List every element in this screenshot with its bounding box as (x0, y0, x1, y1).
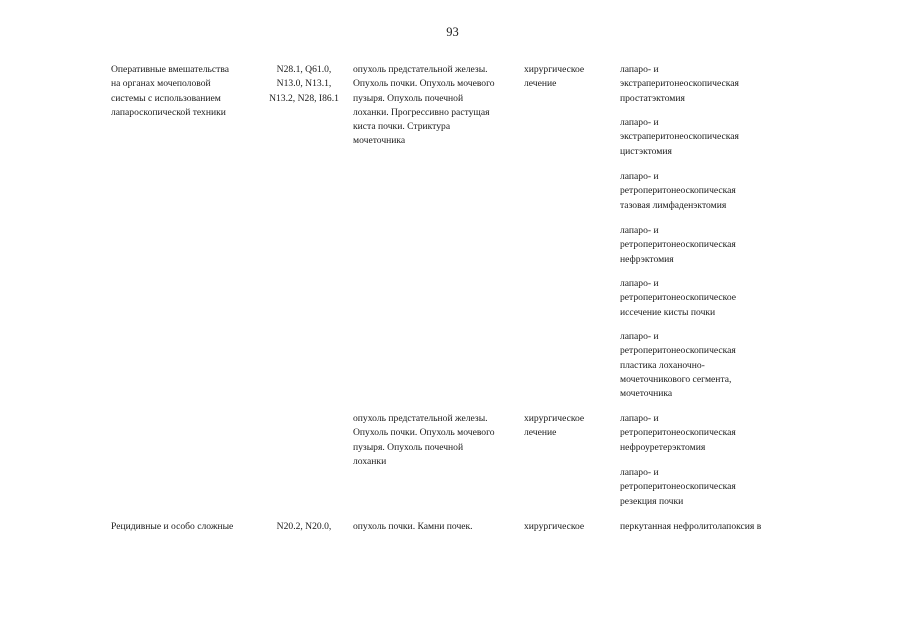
page-number: 93 (446, 25, 459, 39)
treatment-type: хирургическое лечение (524, 413, 585, 439)
patient-model: опухоль предстательной железы. Опухоль почки. Опухоль мочевого пузыря. Опухоль почечной лоханки. Прогрессивно растущая киста почки. Стриктура мочеточника (353, 64, 495, 147)
treatment-method: лапаро- и ретроперитонеоскопическая тазовая лимфаденэктомия (620, 171, 736, 211)
treatment-method: перкутанная нефролитолапоксия в (620, 521, 762, 532)
treatment-type: хирургическое (524, 521, 585, 532)
icd-codes: N20.2, N20.0, (276, 521, 332, 532)
intervention-name: Оперативные вмешательства на органах мочеполовой системы с использованием лапароскопической техники (111, 64, 230, 118)
treatment-method: лапаро- и экстраперитонеоскопическая цистэктомия (620, 117, 739, 157)
treatment-method: лапаро- и ретроперитонеоскопическая нефроуретерэктомия (620, 413, 736, 453)
treatment-method: лапаро- и ретроперитонеоскопическое иссечение кисты почки (620, 278, 736, 318)
intervention-name: Рецидивные и особо сложные (111, 521, 234, 532)
icd-codes: N28.1, Q61.0, N13.0, N13.1, N13.2, N28, I86.1 (269, 64, 339, 104)
treatment-type: хирургическое лечение (524, 64, 585, 90)
patient-model: опухоль почки. Камни почек. (353, 521, 473, 532)
patient-model: опухоль предстательной железы. Опухоль почки. Опухоль мочевого пузыря. Опухоль почечной лоханки (353, 413, 495, 467)
treatment-method: лапаро- и экстраперитонеоскопическая простатэктомия (620, 64, 739, 104)
treatment-method: лапаро- и ретроперитонеоскопическая резекция почки (620, 467, 736, 507)
treatment-method: лапаро- и ретроперитонеоскопическая пластика лоханочно- мочеточникового сегмента, мочеточника (620, 331, 736, 400)
treatment-method: лапаро- и ретроперитонеоскопическая нефрэктомия (620, 225, 736, 265)
